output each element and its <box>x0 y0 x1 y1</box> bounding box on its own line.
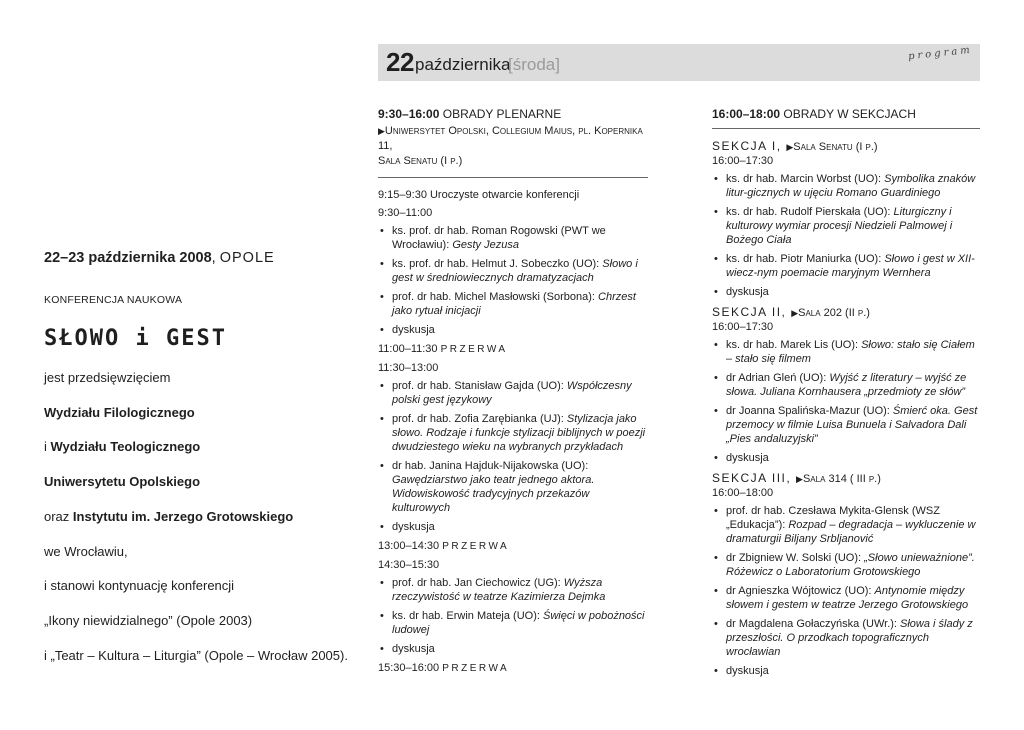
talk-title: Słowo: stało się Ciałem – stało się filmem <box>726 339 975 365</box>
institute: oraz Instytutu im. Jerzego Grotowskiego <box>44 509 294 524</box>
discussion-item <box>712 451 980 465</box>
plenary-heading: 9:30–16:00 OBRADY PLENARNE <box>378 107 562 121</box>
talk-item <box>378 412 648 454</box>
speaker: dr Zbigniew W. Solski (UO): <box>726 552 865 564</box>
section-1-heading: SEKCJA I, ▶Sala Senatu (I p.) <box>712 139 878 153</box>
speaker: prof. dr hab. Czesława Mykita-Glensk (WSZ „Edukacja”): <box>726 505 940 531</box>
talk-title: Chrzest jako rytuał inicjacji <box>392 291 636 317</box>
discussion-item <box>378 642 648 656</box>
speaker: dyskusja <box>392 521 435 533</box>
speaker: dyskusja <box>726 286 769 298</box>
block-time: 9:30–11:00 <box>378 207 433 219</box>
speaker: prof. dr hab. Stanisław Gajda (UO): <box>392 380 567 392</box>
conference-title: SŁOWO i GEST <box>44 326 227 351</box>
talk-item <box>712 371 980 399</box>
talk-title: „Słowo unieważnione”. Różewicz o Laboratorium Grotowskiego <box>726 552 975 578</box>
speaker: ks. prof. dr hab. Helmut J. Sobeczko (UO): <box>392 258 603 270</box>
sections-heading: 16:00–18:00 OBRADY W SEKCJACH <box>712 107 916 121</box>
talk-title: Symbolika znaków litur-gicznych w ujęciu Romano Guardiniego <box>726 173 976 199</box>
date-header <box>378 44 980 81</box>
speaker: dr Joanna Spalińska-Mazur (UO): <box>726 405 893 417</box>
talk-title: Antynomie między słowem i gestem w teatrze Jerzego Grotowskiego <box>726 585 969 611</box>
speaker: dr Adrian Gleń (UO): <box>726 372 830 384</box>
conference-date: 22–23 października 2008, OPOLE <box>44 250 275 266</box>
arrow-icon: ▶ <box>786 142 794 152</box>
weekday: [środa] <box>508 55 560 74</box>
month: października <box>415 55 511 74</box>
speaker: dr Magdalena Gołaczyńska (UWr.): <box>726 618 901 630</box>
talk-list <box>378 576 648 656</box>
break-row: 11:00–11:30 PRZERWA <box>378 343 508 355</box>
day-number: 22 <box>386 47 414 77</box>
talk-title: Stylizacja jako słowo. Rodzaje i funkcje stylizacji biblijnych w poezji dwudziestego wieku na wybranych przykładach <box>392 413 646 453</box>
speaker: ks. dr hab. Marcin Worbst (UO): <box>726 173 885 185</box>
divider <box>712 128 980 129</box>
talk-item <box>712 205 980 247</box>
talk-title: Słowa i ślady z przeszłości. O przodkach topograficznych wrocławian <box>726 618 973 658</box>
speaker: ks. dr hab. Rudolf Pierskała (UO): <box>726 206 894 218</box>
talk-item <box>378 257 648 285</box>
city: OPOLE <box>219 250 275 266</box>
section-time: 16:00–17:30 <box>712 155 774 167</box>
program-label: program <box>907 44 974 63</box>
talk-list <box>712 338 980 465</box>
faculty-theology: i Wydziału Teologicznego <box>44 439 201 454</box>
intro-line: i stanowi kontynuację konferencji <box>44 578 235 593</box>
talk-list <box>378 224 648 337</box>
talk-item <box>712 172 980 200</box>
speaker: dyskusja <box>726 665 769 677</box>
discussion-item <box>712 285 980 299</box>
break-row: 13:00–14:30 PRZERWA <box>378 540 510 552</box>
section-time: 16:00–18:00 <box>712 487 774 499</box>
previous-conference: i „Teatr – Kultura – Liturgia” (Opole – Wrocław 2005). <box>44 648 348 663</box>
section-3-heading: SEKCJA III, ▶Sala 314 ( III p.) <box>712 471 881 485</box>
talk-title: Gawędziarstwo jako teatr jednego aktora. Widowiskowość tradycyjnych przekazów kulturowych <box>392 474 595 514</box>
previous-conference: „Ikony niewidzialnego” (Opole 2003) <box>44 613 253 628</box>
talk-title: Gesty Jezusa <box>452 239 519 251</box>
speaker: dyskusja <box>392 324 435 336</box>
faculty-philology: Wydziału Filologicznego <box>44 405 195 420</box>
discussion-item <box>378 323 648 337</box>
plenary-venue: ▶Uniwersytet Opolski, Collegium Maius, pl. Kopernika 11, Sala Senatu (I p.) <box>378 125 643 167</box>
speaker: prof. dr hab. Michel Masłowski (Sorbona): <box>392 291 599 303</box>
talk-item <box>712 551 980 579</box>
intro-line: we Wrocławiu, <box>44 544 128 559</box>
block-time: 11:30–13:00 <box>378 362 439 374</box>
speaker: ks. dr hab. Piotr Maniurka (UO): <box>726 253 885 265</box>
talk-title: Wyjść z literatury – wyjść ze słowa. Juliana Kornhausera „przedmioty ze słów” <box>726 372 967 398</box>
talk-item <box>712 504 980 546</box>
talk-item <box>378 290 648 318</box>
discussion-item <box>378 520 648 534</box>
talk-title: Słowo i gest w XII-wiecz-nym poemacie maryjnym Wernhera <box>726 253 975 279</box>
block-time: 14:30–15:30 <box>378 559 440 571</box>
conference-type: KONFERENCJA NAUKOWA <box>44 294 183 306</box>
divider <box>378 177 648 178</box>
arrow-icon: ▶ <box>378 126 385 136</box>
section-2-heading: SEKCJA II, ▶Sala 202 (II p.) <box>712 305 870 319</box>
speaker: ks. dr hab. Erwin Mateja (UO): <box>392 610 543 622</box>
talk-title: Słowo i gest w średniowiecznych dramatyzacjach <box>392 258 638 284</box>
talk-list <box>378 379 648 534</box>
talk-title: Śmierć oka. Gest przemocy w filmie Luisa Bunuela i Salvadora Dali „Pies andaluzyjski” <box>726 405 978 445</box>
talk-title: Wyższa rzeczywistość w teatrze Kazimierza Dejmka <box>392 577 606 603</box>
talk-item <box>712 617 980 659</box>
talk-title: Święci w pobożności ludowej <box>392 610 645 636</box>
talk-title: Współczesny polski gest językowy <box>392 380 632 406</box>
speaker: prof. dr hab. Jan Ciechowicz (UG): <box>392 577 564 589</box>
talk-item <box>712 252 980 280</box>
date-range: 22–23 października 2008 <box>44 250 212 266</box>
break-row: 15:30–16:00 PRZERWA <box>378 662 510 674</box>
intro-line: jest przedsięwzięciem <box>44 370 171 385</box>
talk-list <box>712 504 980 678</box>
talk-item <box>378 224 648 252</box>
speaker: ks. prof. dr hab. Roman Rogowski (PWT we Wrocławiu): <box>392 225 606 251</box>
talk-item <box>378 379 648 407</box>
talk-title: Liturgiczny i kulturowy wymiar procesji Niedzieli Palmowej i Bożego Ciała <box>726 206 953 246</box>
university: Uniwersytetu Opolskiego <box>44 474 201 489</box>
talk-title: Rozpad – degradacja – wykluczenie w dramaturgii Biljany Srbljanović <box>726 519 976 545</box>
talk-list <box>712 172 980 299</box>
speaker: dr hab. Janina Hajduk-Nijakowska (UO): <box>392 460 589 472</box>
talk-item <box>378 609 648 637</box>
talk-item <box>378 576 648 604</box>
talk-item <box>712 584 980 612</box>
speaker: dr Agnieszka Wójtowicz (UO): <box>726 585 875 597</box>
speaker: ks. dr hab. Marek Lis (UO): <box>726 339 862 351</box>
opening: 9:15–9:30 Uroczyste otwarcie konferencji <box>378 189 580 201</box>
talk-item <box>712 404 980 446</box>
plenary-column <box>378 106 648 680</box>
speaker: dyskusja <box>726 452 769 464</box>
sections-column <box>712 106 980 683</box>
section-time: 16:00–17:30 <box>712 321 774 333</box>
talk-item <box>378 459 648 515</box>
talk-item <box>712 338 980 366</box>
arrow-icon: ▶ <box>796 474 803 484</box>
speaker: prof. dr hab. Zofia Zarębianka (UJ): <box>392 413 567 425</box>
speaker: dyskusja <box>392 643 435 655</box>
discussion-item <box>712 664 980 678</box>
arrow-icon: ▶ <box>791 308 799 318</box>
